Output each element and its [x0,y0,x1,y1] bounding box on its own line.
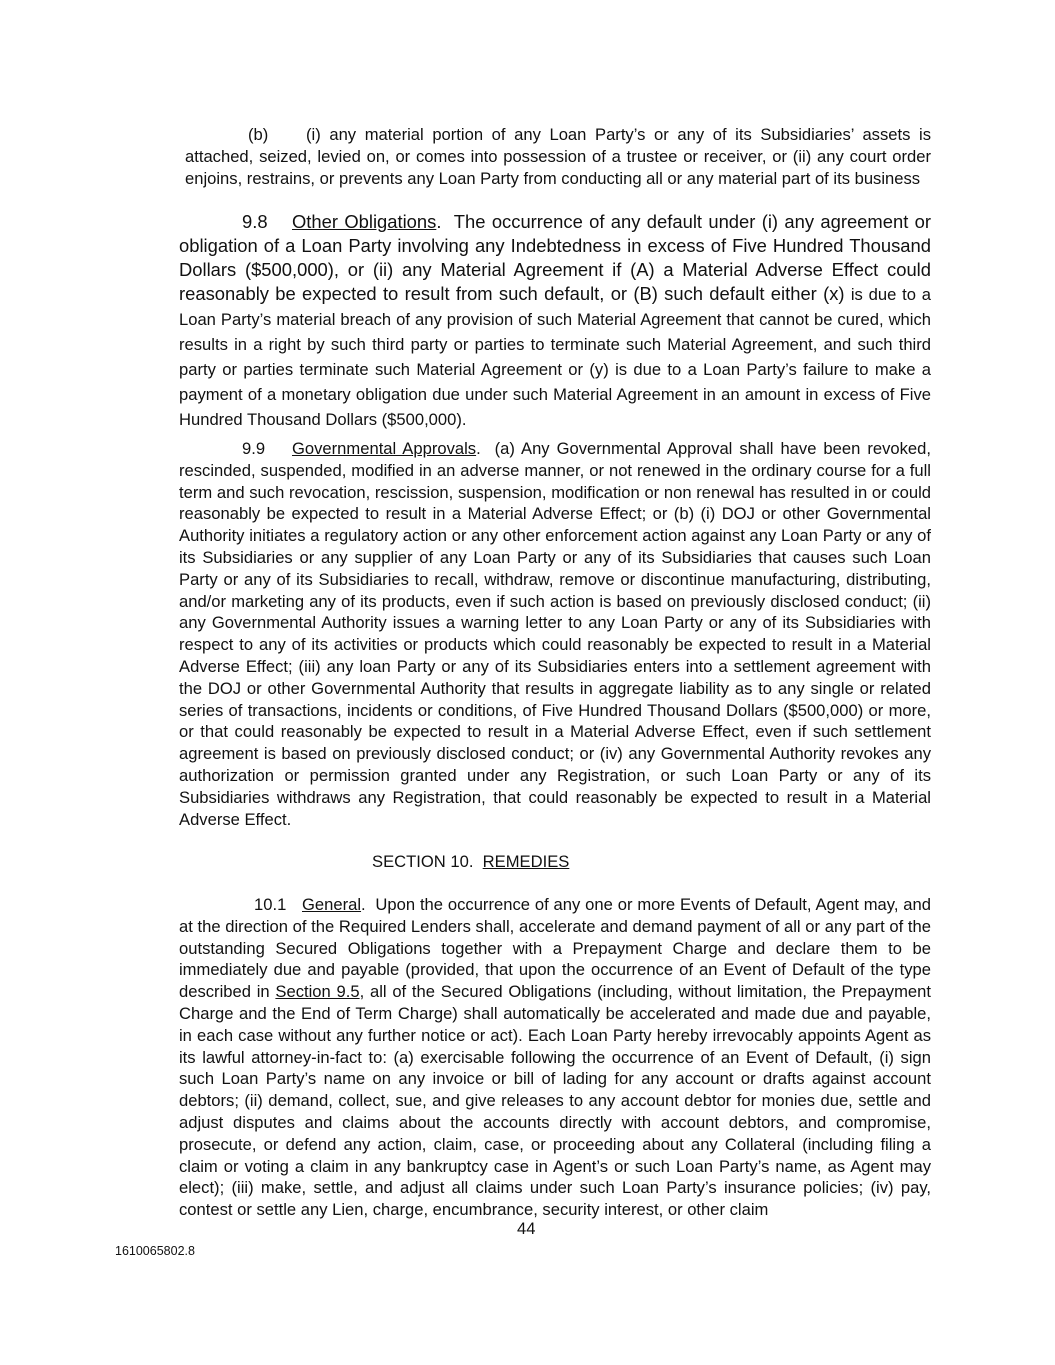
paragraph-b-text: (i) any material portion of any Loan Party’s or any of its Subsidiaries’ assets is attached, seized, levied on, or comes into possession of a trustee or receiver, or (ii) any court order enjoins, restrains, or prevents any Loan Party from conducting all or any material part of its business [185,125,931,188]
page-number: 44 [517,1219,536,1238]
document-id: 1610065802.8 [115,1244,195,1258]
section-10-1-text-a: Upon the occurrence of any one or more Events of Default, Agent may, and at the direction of the Required Lenders shall, accelerate and demand payment of all or any part of the outstanding Secured Obligations together with a Prepayment Charge and declare them to be immediately due and payable (provided, that upon the occurrence of an Event of Default of the type described in [179,895,931,1002]
paragraph-b [185,124,931,189]
section-9-8-text-a: The occurrence of any default under (i) any agreement or obligation of a Loan Party involving any Indebtedness in excess of Five Hundred Thousand Dollars ($500,000), or (ii) any Material Agreement if (A) a Material Adverse Effect could reasonably be expected to result from such default, or (B) such default either (x) [179,211,931,304]
section-10-1-heading: General [302,895,362,914]
section-9-5-reference: Section 9.5 [275,982,360,1002]
section-10-1-number: 10.1 [254,895,287,914]
section-9-9-text: (a) Any Governmental Approval shall have been revoked, rescinded, suspended, modified in an adverse manner, or not renewed in the ordinary course for a full term and such revocation, rescission, suspension, modification or non renewal has resulted in or could reasonably be expected to result in a Material Adverse Effect; or (b) (i) DOJ or other Governmental Authority initiates a regulatory action or any other enforcement action against any Loan Party or any of its Subsidiaries or any supplier of any Loan Party or any of its Subsidiaries that causes such Loan Party or any of its Subsidiaries to recall, withdraw, remove or discontinue manufacturing, distributing, and/or marketing any of its products, even if such action is based on previously disclosed conduct; (ii) any Governmental Authority issues a warning letter to any Loan Party or any of its Subsidiaries with respect to any of its activities or products which could reasonably be expected to result in a Material Adverse Effect; (iii) any loan Party or any of its Subsidiaries enters into a settlement agreement with the DOJ or other Governmental Authority that results in aggregate liability as to any single or related series of transactions, incidents or conditions, of Five Hundred Thousand Dollars ($500,000) or more, or that could reasonably be expected to result in a Material Adverse Effect, even if such settlement agreement is based on previously disclosed conduct; or (iv) any Governmental Authority revokes any authorization or permission granted under any Registration, or such Loan Party or any of its Subsidiaries withdraws any Registration, that could reasonably be expected to result in a Material Adverse Effect. [179,439,931,829]
section-9-9-number: 9.9 [242,439,266,458]
paragraph-b-label: (b) [248,125,269,144]
section-10-1: 10.1 General. Upon the occurrence of any one or more Events of Default, Agent may, and at the direction of the Required Lenders shall, accelerate and demand payment of all or any part of the outstanding Secured Obligations together with a Prepayment Charge and declare them to be immediately due and payable (provided, that upon the occurrence of an Event of Default of the type described in Section 9.5, all of the Secured Obligations (including, without limitation, the Prepayment Charge and the End of Term Charge) shall automatically be accelerated and made due and payable, in each case without any further notice or act). Each Loan Party hereby irrevocably appoints Agent as its lawful attorney-in-fact to: (a) exercisable following the occurrence of an Event of Default, (i) sign such Loan Party’s name on any invoice or bill of lading for any account or drafts against account debtors; (ii) demand, collect, sue, and give releases to any account debtor for monies due, settle and adjust disputes and claims about the accounts directly with account debtors, and compromise, prosecute, or defend any action, claim, case, or proceeding about any Collateral (including filing a claim or voting a claim in any bankruptcy case in Agent’s or such Loan Party’s name, as Agent may elect); (iii) make, settle, and adjust all claims under such Loan Party’s insurance policies; (iv) pay, contest or settle any Lien, charge, encumbrance, security interest, or other claim [179,895,931,1220]
section-9-9-heading: Governmental Approvals [292,439,477,458]
section-10-prefix: SECTION 10. [372,852,474,871]
section-9-8: 9.8 Other Obligations. The occurrence of any default under (i) any agreement or obligation of a Loan Party involving any Indebtedness in excess of Five Hundred Thousand Dollars ($500,000), or (ii) any Material Agreement if (A) a Material Adverse Effect could reasonably be expected to result from such default, or (B) such default either (x) is due to a Loan Party’s material breach of any provision of such Material Agreement that cannot be cured, which results in a right by such third party or parties to terminate such Material Agreement, and such third party or parties terminate such Material Agreement or (y) is due to a Loan Party’s failure to make a payment of a monetary obligation due under such Material Agreement in an amount in excess of Five Hundred Thousand Dollars ($500,000). [179,211,931,429]
section-9-8-heading: Other Obligations [292,211,437,232]
section-10-heading [372,852,569,872]
section-10-title: REMEDIES [482,852,570,871]
section-9-8-text-b: is due to a Loan Party’s material breach of any provision of such Material Agreement that cannot be cured, which results in a right by such third party or parties to terminate such Material Agreement, and such third party or parties terminate such Material Agreement or (y) is due to a Loan Party’s failure to make a payment of a monetary obligation due under such Material Agreement in an amount in excess of Five Hundred Thousand Dollars ($500,000). [179,285,931,429]
section-10-1-text-b: , all of the Secured Obligations (including, without limitation, the Prepayment Charge and the End of Term Charge) shall automatically be accelerated and made due and payable, in each case without any further notice or act). Each Loan Party hereby irrevocably appoints Agent as its lawful attorney-in-fact to: (a) exercisable following the occurrence of an Event of Default, (i) sign such Loan Party’s name on any invoice or bill of lading for any account or drafts against account debtors; (ii) demand, collect, sue, and give releases to any account debtor for monies due, settle and adjust disputes and claims about the accounts directly with account debtors, and compromise, prosecute, or defend any action, claim, case, or proceeding about any Collateral (including filing a claim or voting a claim in any bankruptcy case in Agent’s or such Loan Party’s name, as Agent may elect); (iii) make, settle, and adjust all claims under such Loan Party’s insurance policies; (iv) pay, contest or settle any Lien, charge, encumbrance, security interest, or other claim [179,982,931,1220]
section-9-8-number: 9.8 [242,211,268,232]
section-9-9: 9.9 Governmental Approvals. (a) Any Governmental Approval shall have been revoked, rescinded, suspended, modified in an adverse manner, or not renewed in the ordinary course for a full term and such revocation, rescission, suspension, modification or non renewal has resulted in or could reasonably be expected to result in a Material Adverse Effect; or (b) (i) DOJ or other Governmental Authority initiates a regulatory action or any other enforcement action against any Loan Party or any of its Subsidiaries or any supplier of any Loan Party or any of its Subsidiaries that causes such Loan Party or any of its Subsidiaries to recall, withdraw, remove or discontinue manufacturing, distributing, and/or marketing any of its products, even if such action is based on previously disclosed conduct; (ii) any Governmental Authority issues a warning letter to any Loan Party or any of its Subsidiaries with respect to any of its activities or products which could reasonably be expected to result in a Material Adverse Effect; (iii) any loan Party or any of its Subsidiaries enters into a settlement agreement with the DOJ or other Governmental Authority that results in aggregate liability as to any single or related series of transactions, incidents or conditions, of Five Hundred Thousand Dollars ($500,000) or more, or that could reasonably be expected to result in a Material Adverse Effect, even if such settlement agreement is based on previously disclosed conduct; or (iv) any Governmental Authority revokes any authorization or permission granted under any Registration, or such Loan Party or any of its Subsidiaries withdraws any Registration, that could reasonably be expected to result in a Material Adverse Effect. [179,439,931,829]
